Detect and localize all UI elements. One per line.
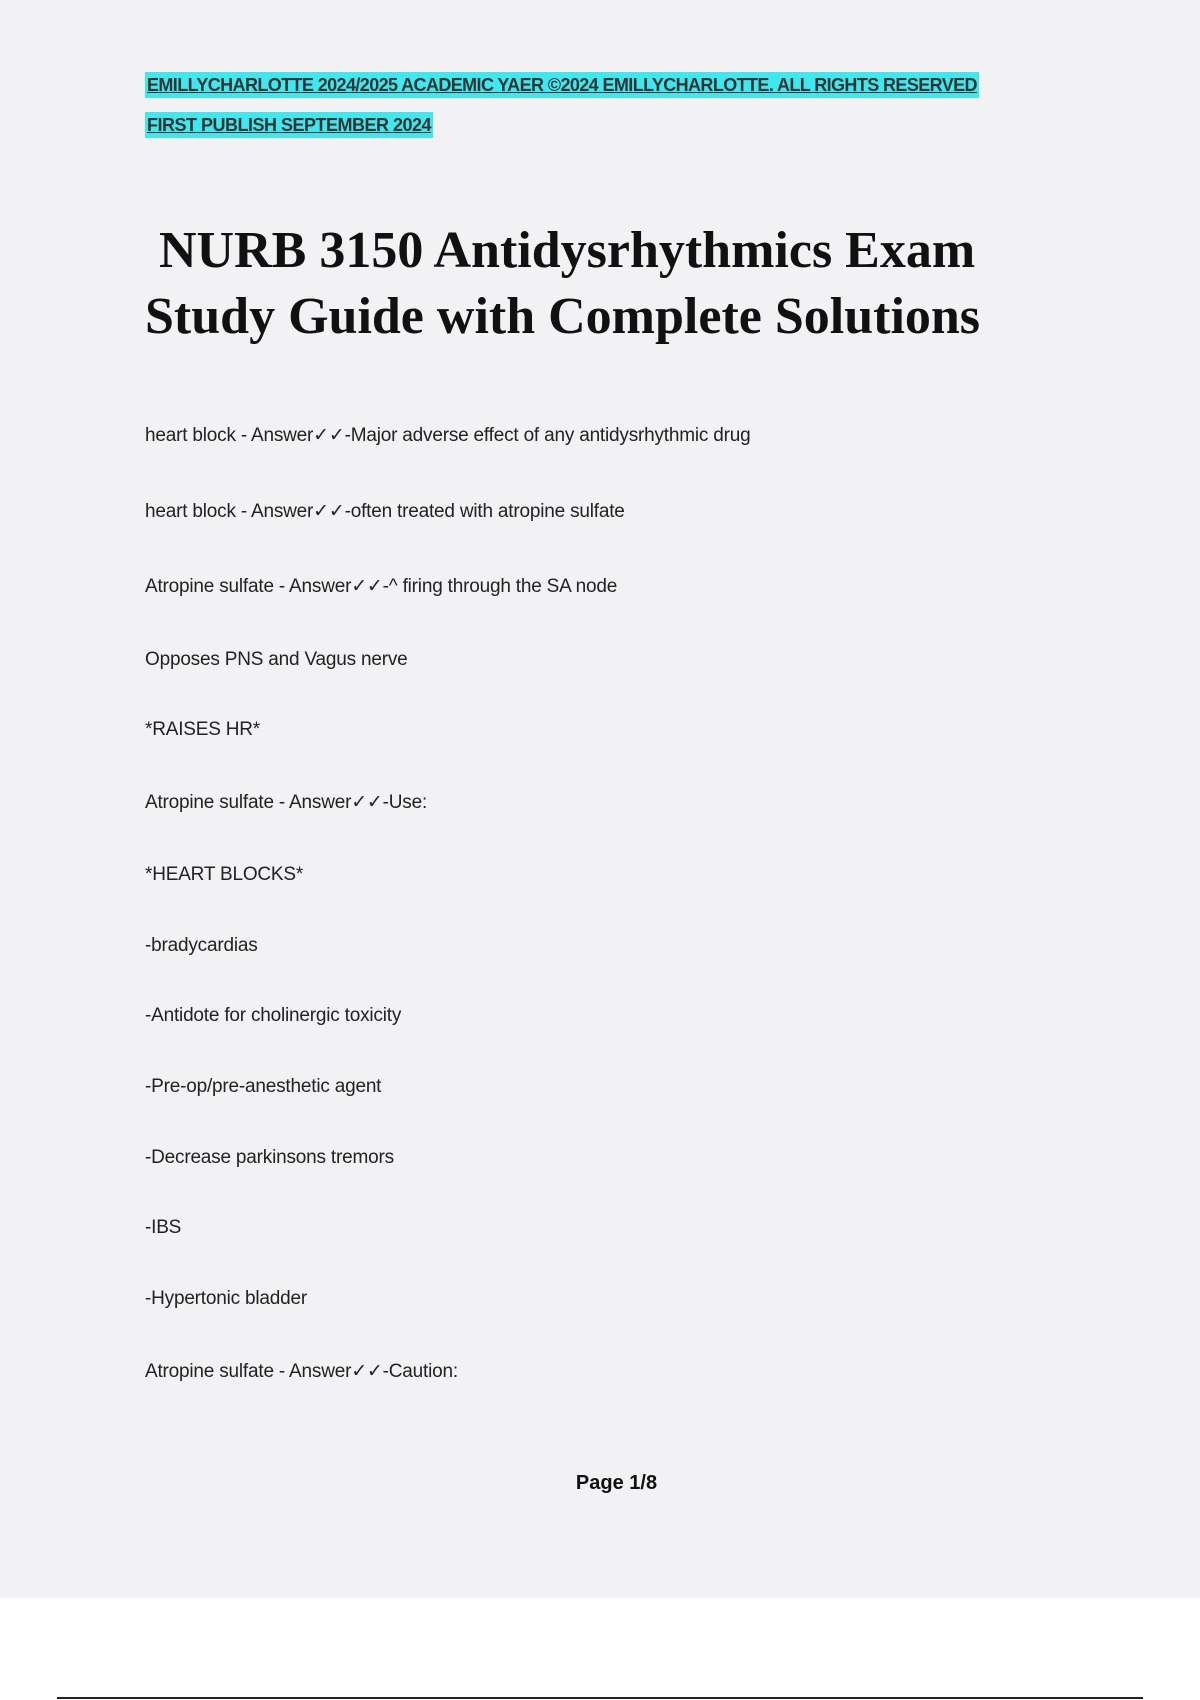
copyright-banner <box>145 72 1045 138</box>
title-line-1: NURB 3150 Antidysrhythmics Exam <box>159 222 976 279</box>
publish-date-line: FIRST PUBLISH SEPTEMBER 2024 <box>145 112 433 138</box>
list-item: -Antidote for cholinergic toxicity <box>145 1005 402 1026</box>
list-item: -Pre-op/pre-anesthetic agent <box>145 1076 382 1097</box>
list-item: -IBS <box>145 1217 182 1238</box>
list-item: Atropine sulfate - Answer✓✓-Caution: <box>145 1361 458 1382</box>
page-number: Page 1/8 <box>575 1472 658 1494</box>
list-item: Atropine sulfate - Answer✓✓-Use: <box>145 792 428 813</box>
list-item: -bradycardias <box>145 935 258 956</box>
bottom-divider <box>57 1697 1143 1699</box>
document-title <box>145 218 1045 350</box>
list-item: *RAISES HR* <box>145 719 261 740</box>
list-item: Atropine sulfate - Answer✓✓-^ firing through the SA node <box>145 576 618 597</box>
list-item: Opposes PNS and Vagus nerve <box>145 649 408 670</box>
list-item: -Hypertonic bladder <box>145 1288 308 1309</box>
list-item: -Decrease parkinsons tremors <box>145 1147 394 1168</box>
title-line-2: Study Guide with Complete Solutions <box>145 288 981 345</box>
list-item: heart block - Answer✓✓-often treated with atropine sulfate <box>145 501 625 522</box>
list-item: *HEART BLOCKS* <box>145 864 304 885</box>
list-item: heart block - Answer✓✓-Major adverse effect of any antidysrhythmic drug <box>145 425 751 446</box>
copyright-line: EMILLYCHARLOTTE 2024/2025 ACADEMIC YAER ©2024 EMILLYCHARLOTTE. ALL RIGHTS RESERVED <box>145 72 979 98</box>
